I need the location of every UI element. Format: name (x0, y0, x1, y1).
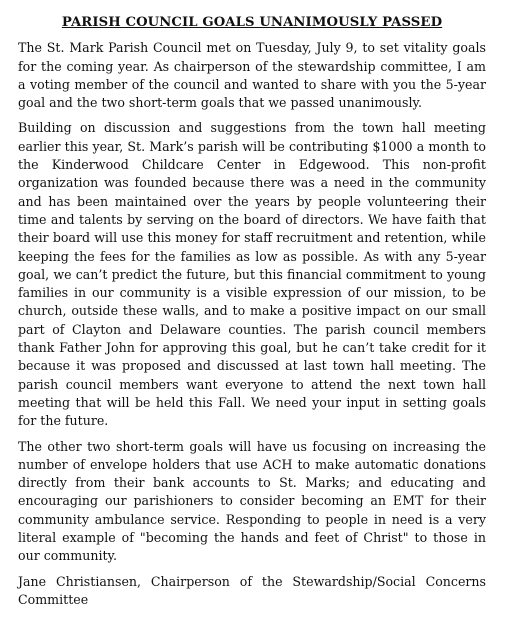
paragraph-short-term-goals: The other two short-term goals will have us focusing on increasing the number of envelope holders that use ACH to make automatic donations directly from their bank accounts to St. Marks; and educating and encouraging our parishioners to consider becoming an EMT for their community ambulance service. Responding to people in need is a very literal example of "becoming the hands and feet of Christ" to those in our community. (18, 438, 486, 564)
signature-line: Jane Christiansen, Chairperson of the Stewardship/Social Concerns Committee (18, 573, 486, 607)
paragraph-intro: The St. Mark Parish Council met on Tuesday, July 9, to set vitality goals for the coming year. As chairperson of the stewardship committee, I am a voting member of the council and wanted to share with you the 5-year goal and the two short-term goals that we passed unanimously. (18, 40, 486, 111)
paragraph-five-year-goal: Building on discussion and suggestions from the town hall meeting earlier this year, St. Mark’s parish will be contributing $1000 a month to the Kinderwood Childcare Center in Edgewood. This non-profit organization was founded because there was a need in the community and has been maintained over the years by people volunteering their time and talents by serving on the board of directors. We have faith that their board will use this money for staff recruitment and retention, while keeping the fees for the families as low as possible. As with any 5-year goal, we can’t predict the future, but this financial commitment to young families in our community is a visible expression of our mission, to be church, outside these walls, and to make a positive impact on our small part of Clayton and Delaware counties. The parish council members thank Father John for approving this goal, but he can’t take credit for it because it was proposed and discussed at last town hall meeting. The parish council members want everyone to attend the next town hall meeting that will be held this Fall. We need your input in setting goals for the future. (18, 120, 486, 429)
article (18, 14, 486, 609)
article-title: PARISH COUNCIL GOALS UNANIMOUSLY PASSED (61, 15, 443, 30)
